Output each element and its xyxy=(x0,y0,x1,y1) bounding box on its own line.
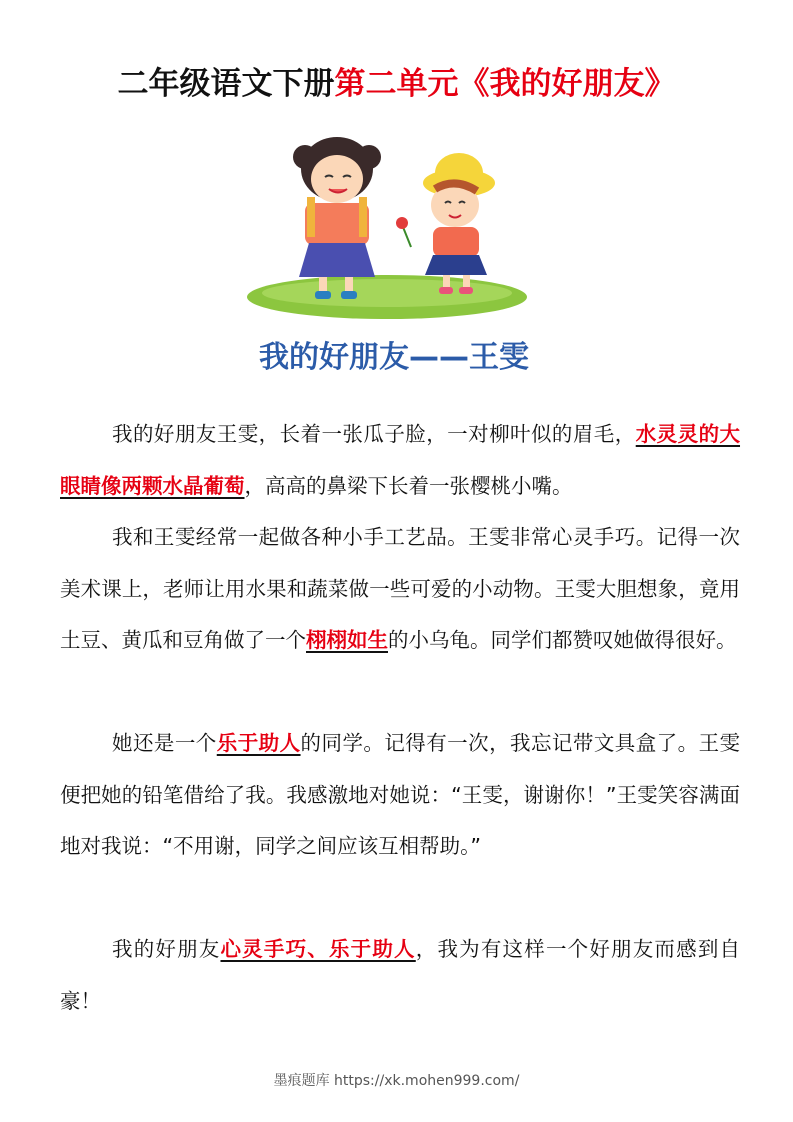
title-black-part: 二年级语文下册 xyxy=(117,66,335,102)
highlight-phrase: 栩栩如生 xyxy=(306,628,388,652)
paragraph-4: 我的好朋友心灵手巧、乐于助人，我为有这样一个好朋友而感到自豪！ xyxy=(60,937,741,1013)
title-red-part: 第二单元《我的好朋友》 xyxy=(334,66,676,102)
paragraph-2: 我和王雯经常一起做各种小手工艺品。王雯非常心灵手巧。记得一次美术课上，老师让用水果和蔬菜做一些可爱的小动物。王雯大胆想象，竟用土豆、黄瓜和豆角做了一个栩栩如生的小乌龟。同学们都赞叹她做得很好。 xyxy=(60,525,740,652)
page-title xyxy=(0,58,793,103)
footer-source: 墨痕题库 https://xk.mohen999.com/ xyxy=(273,1073,520,1089)
highlight-phrase: 心灵手巧、乐于助人 xyxy=(220,937,416,961)
highlight-phrase: 水灵灵的大眼睛像两颗水晶葡萄 xyxy=(60,422,741,498)
paragraph-1: 我的好朋友王雯，长着一张瓜子脸，一对柳叶似的眉毛，水灵灵的大眼睛像两颗水晶葡萄，高高的鼻梁下长着一张樱桃小嘴。 xyxy=(60,422,741,498)
illustration-caption: 我的好朋友——王雯 xyxy=(259,340,529,375)
girl-right-skirt xyxy=(425,255,487,275)
two-girls-illustration xyxy=(197,127,592,382)
girl-left-face xyxy=(311,155,363,203)
highlight-phrase: 乐于助人 xyxy=(216,731,301,755)
girl-right-shirt xyxy=(433,227,479,257)
paragraph-3: 她还是一个乐于助人的同学。记得有一次，我忘记带文具盒了。王雯便把她的铅笔借给了我。我感激地对她说：“王雯，谢谢你！”王雯笑容满面地对我说：“不用谢，同学之间应该互相帮助。” xyxy=(60,731,741,858)
flower-icon xyxy=(396,217,408,229)
illustration xyxy=(197,127,592,382)
girl-left-skirt xyxy=(299,243,375,277)
